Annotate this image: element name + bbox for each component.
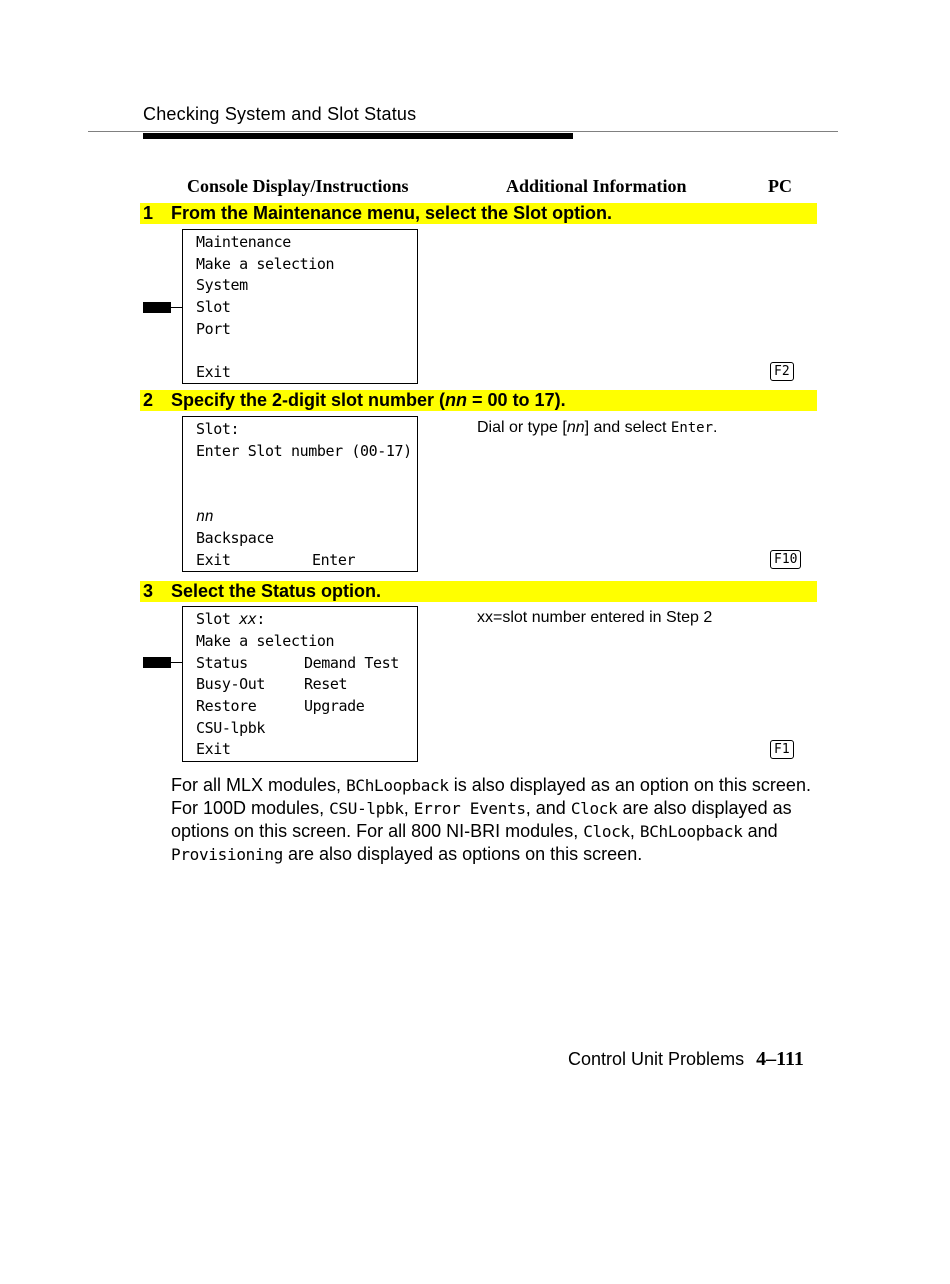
- header-rule: [88, 131, 838, 132]
- selection-pointer: [143, 657, 171, 668]
- column-heading-info: Additional Information: [506, 176, 687, 196]
- header-rule-bold: [143, 133, 573, 139]
- menu-option-status[interactable]: Status: [196, 654, 248, 672]
- console-screen-maintenance: [182, 229, 418, 384]
- step-number: 2: [143, 390, 154, 410]
- selection-pointer-line: [171, 662, 182, 663]
- menu-option-port[interactable]: Port: [196, 320, 231, 338]
- menu-option-restore[interactable]: Restore: [196, 697, 257, 715]
- menu-option-csu-lpbk[interactable]: CSU-lpbk: [196, 719, 266, 737]
- menu-option-demand-test[interactable]: Demand Test: [304, 654, 399, 672]
- selection-pointer-line: [171, 307, 182, 308]
- pc-key-f1[interactable]: F1: [770, 740, 794, 759]
- menu-option-reset[interactable]: Reset: [304, 675, 348, 693]
- step-instruction: Select the Status option.: [171, 581, 382, 601]
- screen-line: Enter Slot number (00-17): [196, 442, 412, 460]
- console-screen-slot-menu: [182, 606, 418, 762]
- menu-option-upgrade[interactable]: Upgrade: [304, 697, 365, 715]
- additional-info: xx=slot number entered in Step 2: [477, 609, 713, 626]
- menu-option-slot[interactable]: Slot: [196, 298, 231, 316]
- page-footer: [568, 1048, 804, 1071]
- slot-number-input[interactable]: nn: [196, 507, 214, 525]
- screen-line: Make a selection: [196, 632, 335, 650]
- step-instruction: Specify the 2-digit slot number (nn = 00 to 17).: [171, 390, 566, 410]
- screen-line: Maintenance: [196, 233, 291, 251]
- screen-line: Slot:: [196, 420, 240, 438]
- step-number: 3: [143, 581, 154, 601]
- menu-option-busy-out[interactable]: Busy-Out: [196, 675, 266, 693]
- step-1-bar: [140, 203, 817, 224]
- step-instruction: From the Maintenance menu, select the Slot option.: [171, 203, 613, 223]
- menu-option-exit[interactable]: Exit: [196, 363, 231, 381]
- screen-line: Make a selection: [196, 255, 335, 273]
- footer-section: Control Unit Problems: [568, 1049, 745, 1069]
- step-2-bar: [140, 390, 817, 411]
- pc-key-f10[interactable]: F10: [770, 550, 801, 569]
- column-heading-console: Console Display/Instructions: [187, 176, 409, 196]
- step-number: 1: [143, 203, 154, 223]
- menu-option-backspace[interactable]: Backspace: [196, 529, 274, 547]
- pc-key-f2[interactable]: F2: [770, 362, 794, 381]
- selection-pointer: [143, 302, 171, 313]
- column-heading-pc: PC: [768, 176, 792, 196]
- running-header: Checking System and Slot Status: [143, 104, 417, 124]
- note-paragraph: For all MLX modules, BChLoopback is also displayed as an option on this screen. For 100D modules, CSU-lpbk, Error Events, and Clock are also displayed as options on this screen. For all 800 NI-BRI modules, Clock, BChLoopback and Provisioning are also displayed as options on this screen.: [171, 775, 811, 864]
- step-3-bar: [140, 581, 817, 602]
- menu-option-exit[interactable]: Exit: [196, 551, 231, 569]
- screen-title: Slot xx:: [196, 610, 266, 628]
- menu-option-system[interactable]: System: [196, 276, 248, 294]
- menu-option-enter[interactable]: Enter: [312, 551, 356, 569]
- console-screen-slot-entry: [182, 416, 418, 572]
- menu-option-exit[interactable]: Exit: [196, 740, 231, 758]
- page-number: 4–111: [756, 1048, 804, 1070]
- additional-info: Dial or type [nn] and select Enter.: [477, 419, 718, 436]
